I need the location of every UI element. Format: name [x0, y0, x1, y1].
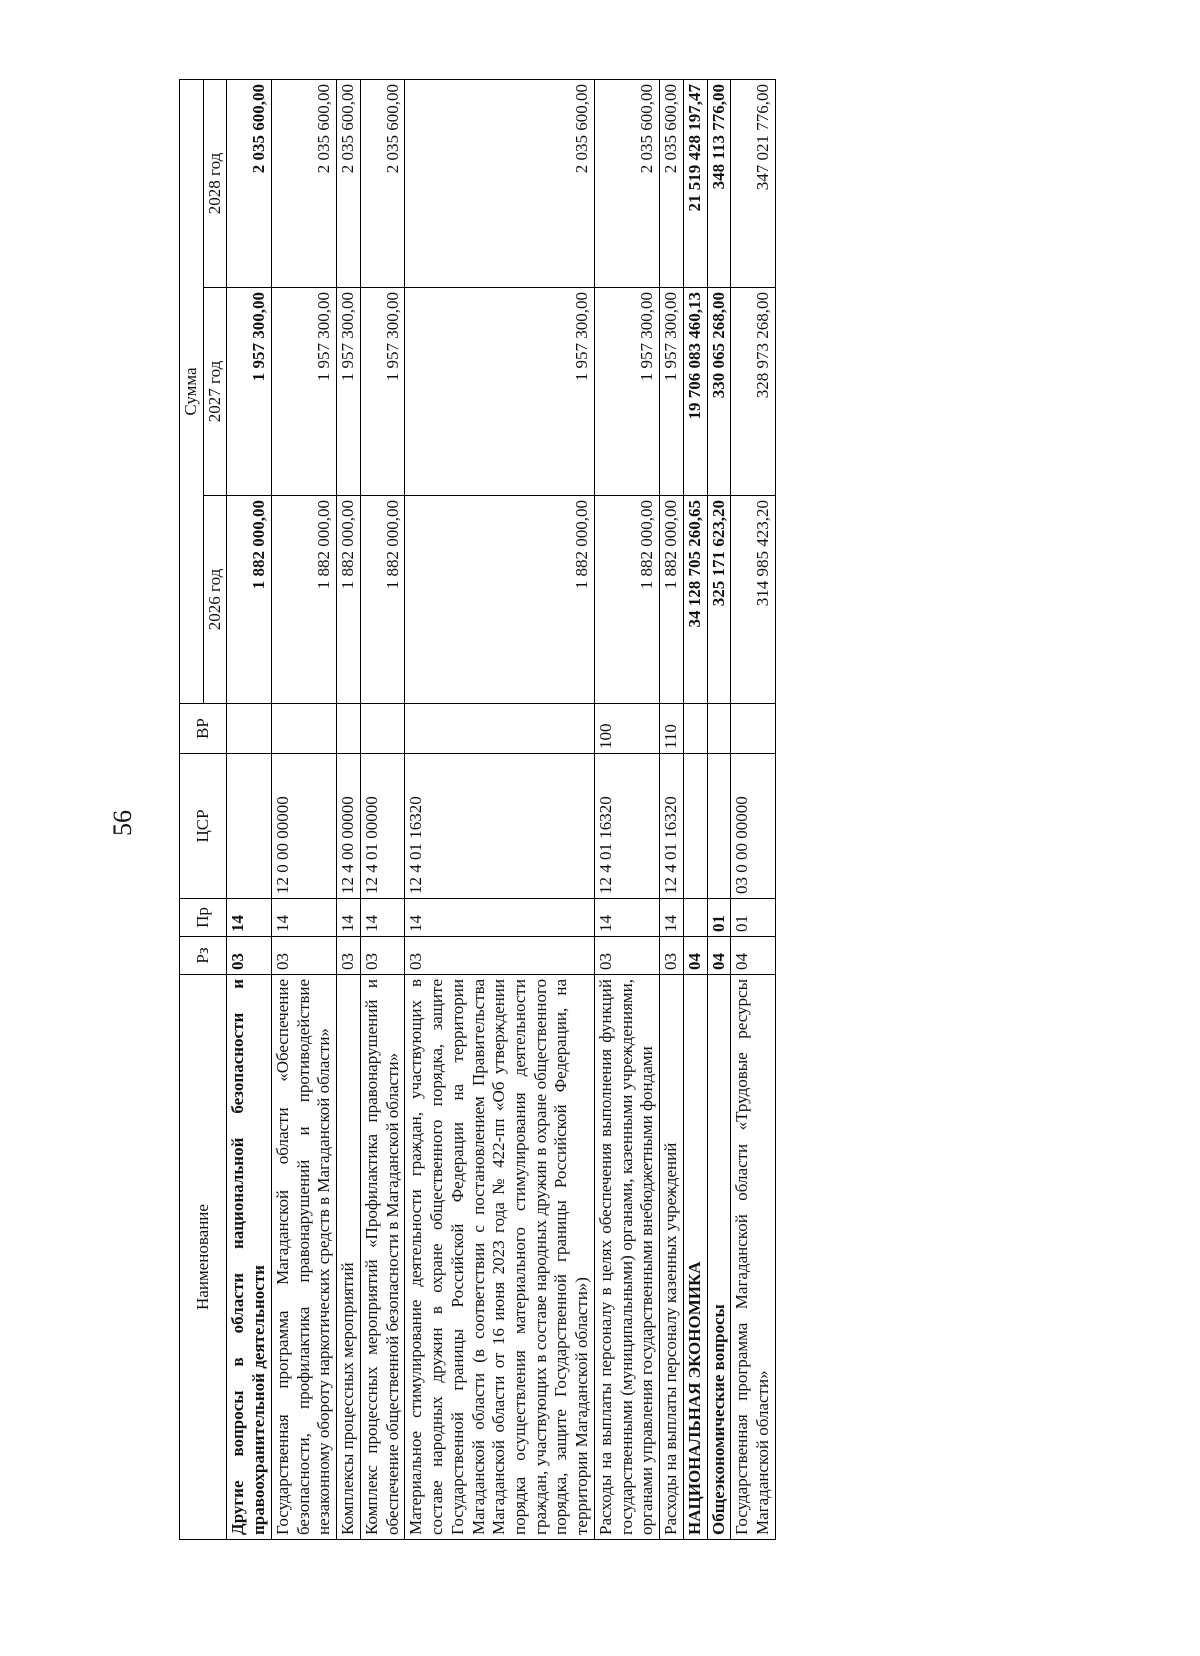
table-row: [594, 80, 659, 1540]
table-row: [707, 80, 731, 1540]
cell-name: Государственная программа Магаданской области «Обеспечение безопасности, профилактика правонарушений и противодействие незаконному обороту наркотических средств в Магаданской области»: [271, 975, 336, 1540]
header-rz: Рз: [180, 937, 227, 975]
cell-name: Общеэкономические вопросы: [707, 975, 731, 1540]
cell-name: Комплекс процессных мероприятий «Профилактика правонарушений и обеспечение общественной безопасности в Магаданской области»: [360, 975, 404, 1540]
cell-pr: 14: [360, 899, 404, 937]
cell-rz: 03: [594, 937, 659, 975]
cell-2028: 2 035 600,00: [337, 80, 361, 288]
cell-csr: 12 4 01 00000: [360, 754, 404, 899]
cell-pr: 01: [731, 899, 775, 937]
cell-2026: 34 128 705 260,65: [683, 496, 707, 704]
table-row: [405, 80, 595, 1540]
cell-2027: 1 957 300,00: [337, 288, 361, 496]
cell-2028: 2 035 600,00: [360, 80, 404, 288]
page-number: 56: [108, 810, 137, 836]
cell-vr: [271, 704, 336, 754]
cell-vr: [227, 704, 271, 754]
header-2026: 2026 год: [203, 496, 227, 704]
cell-pr: 14: [405, 899, 595, 937]
cell-2026: 1 882 000,00: [360, 496, 404, 704]
header-2028: 2028 год: [203, 80, 227, 288]
cell-name: Государственная программа Магаданской области «Трудовые ресурсы Магаданской области»: [731, 975, 775, 1540]
cell-name: Расходы на выплаты персоналу в целях обеспечения выполнения функций государственными (муниципальными) органами, казенными учреждениями, органами управления государственными внебюджетными фондами: [594, 975, 659, 1540]
cell-csr: 03 0 00 00000: [731, 754, 775, 899]
cell-vr: [683, 704, 707, 754]
header-sum: Сумма: [180, 80, 204, 704]
table-row: [337, 80, 361, 1540]
cell-name: Другие вопросы в области национальной безопасности и правоохранительной деятельности: [227, 975, 271, 1540]
cell-2026: 1 882 000,00: [405, 496, 595, 704]
cell-pr: 01: [707, 899, 731, 937]
cell-2028: 348 113 776,00: [707, 80, 731, 288]
cell-vr: [731, 704, 775, 754]
cell-rz: 03: [337, 937, 361, 975]
cell-pr: 14: [227, 899, 271, 937]
cell-rz: 04: [683, 937, 707, 975]
cell-2027: 328 973 268,00: [731, 288, 775, 496]
header-name: Наименование: [180, 975, 227, 1540]
cell-2027: 1 957 300,00: [660, 288, 684, 496]
cell-2027: 330 065 268,00: [707, 288, 731, 496]
cell-2028: 2 035 600,00: [227, 80, 271, 288]
table-header: [180, 80, 227, 1540]
header-vr: ВР: [180, 704, 227, 754]
cell-rz: 03: [227, 937, 271, 975]
table-row: [683, 80, 707, 1540]
rotated-table-container: [179, 80, 1059, 1540]
table-row: [360, 80, 404, 1540]
table-row: [660, 80, 684, 1540]
header-2027: 2027 год: [203, 288, 227, 496]
header-pr: Пр: [180, 899, 227, 937]
cell-2026: 314 985 423,20: [731, 496, 775, 704]
cell-2026: 325 171 623,20: [707, 496, 731, 704]
cell-rz: 03: [660, 937, 684, 975]
cell-csr: [707, 754, 731, 899]
cell-2028: 2 035 600,00: [594, 80, 659, 288]
budget-table: [179, 79, 776, 1540]
cell-name: Комплексы процессных мероприятий: [337, 975, 361, 1540]
table-row: [271, 80, 336, 1540]
cell-2028: 2 035 600,00: [271, 80, 336, 288]
cell-2027: 1 957 300,00: [405, 288, 595, 496]
cell-2026: 1 882 000,00: [227, 496, 271, 704]
cell-csr: 12 4 00 00000: [337, 754, 361, 899]
cell-name: НАЦИОНАЛЬНАЯ ЭКОНОМИКА: [683, 975, 707, 1540]
cell-vr: 110: [660, 704, 684, 754]
cell-csr: [227, 754, 271, 899]
cell-2026: 1 882 000,00: [337, 496, 361, 704]
cell-pr: 14: [271, 899, 336, 937]
cell-2027: 1 957 300,00: [594, 288, 659, 496]
cell-name: Материальное стимулирование деятельности граждан, участвующих в составе народных дружин в охране общественного порядка, защите Государственной границы Российской Федерации на территории Магаданской области (в соответствии с постановлением Правительства Магаданской области от 16 июня 2023 года № 422-пп «Об утверждении порядка осуществления материального стимулирования деятельности граждан, участвующих в составе народных дружин в охране общественного порядка, защите Государственной границы Российской Федерации, на территории Магаданской области»): [405, 975, 595, 1540]
header-csr: ЦСР: [180, 754, 227, 899]
cell-rz: 03: [405, 937, 595, 975]
cell-csr: 12 4 01 16320: [660, 754, 684, 899]
cell-2027: 1 957 300,00: [227, 288, 271, 496]
cell-vr: [405, 704, 595, 754]
table-row: [731, 80, 775, 1540]
cell-rz: 03: [360, 937, 404, 975]
cell-pr: [683, 899, 707, 937]
cell-csr: 12 4 01 16320: [405, 754, 595, 899]
table-row: [227, 80, 271, 1540]
cell-name: Расходы на выплаты персоналу казенных учреждений: [660, 975, 684, 1540]
cell-2027: 1 957 300,00: [360, 288, 404, 496]
cell-csr: 12 0 00 00000: [271, 754, 336, 899]
cell-2026: 1 882 000,00: [660, 496, 684, 704]
cell-2027: 1 957 300,00: [271, 288, 336, 496]
cell-2026: 1 882 000,00: [594, 496, 659, 704]
cell-2027: 19 706 083 460,13: [683, 288, 707, 496]
cell-2026: 1 882 000,00: [271, 496, 336, 704]
cell-rz: 03: [271, 937, 336, 975]
cell-vr: [337, 704, 361, 754]
cell-2028: 2 035 600,00: [660, 80, 684, 288]
table-body: [227, 80, 775, 1540]
cell-csr: [683, 754, 707, 899]
cell-rz: 04: [731, 937, 775, 975]
cell-2028: 21 519 428 197,47: [683, 80, 707, 288]
cell-vr: [360, 704, 404, 754]
cell-pr: 14: [337, 899, 361, 937]
cell-vr: 100: [594, 704, 659, 754]
cell-rz: 04: [707, 937, 731, 975]
cell-2028: 2 035 600,00: [405, 80, 595, 288]
cell-2028: 347 021 776,00: [731, 80, 775, 288]
cell-vr: [707, 704, 731, 754]
cell-pr: 14: [660, 899, 684, 937]
cell-csr: 12 4 01 16320: [594, 754, 659, 899]
cell-pr: 14: [594, 899, 659, 937]
